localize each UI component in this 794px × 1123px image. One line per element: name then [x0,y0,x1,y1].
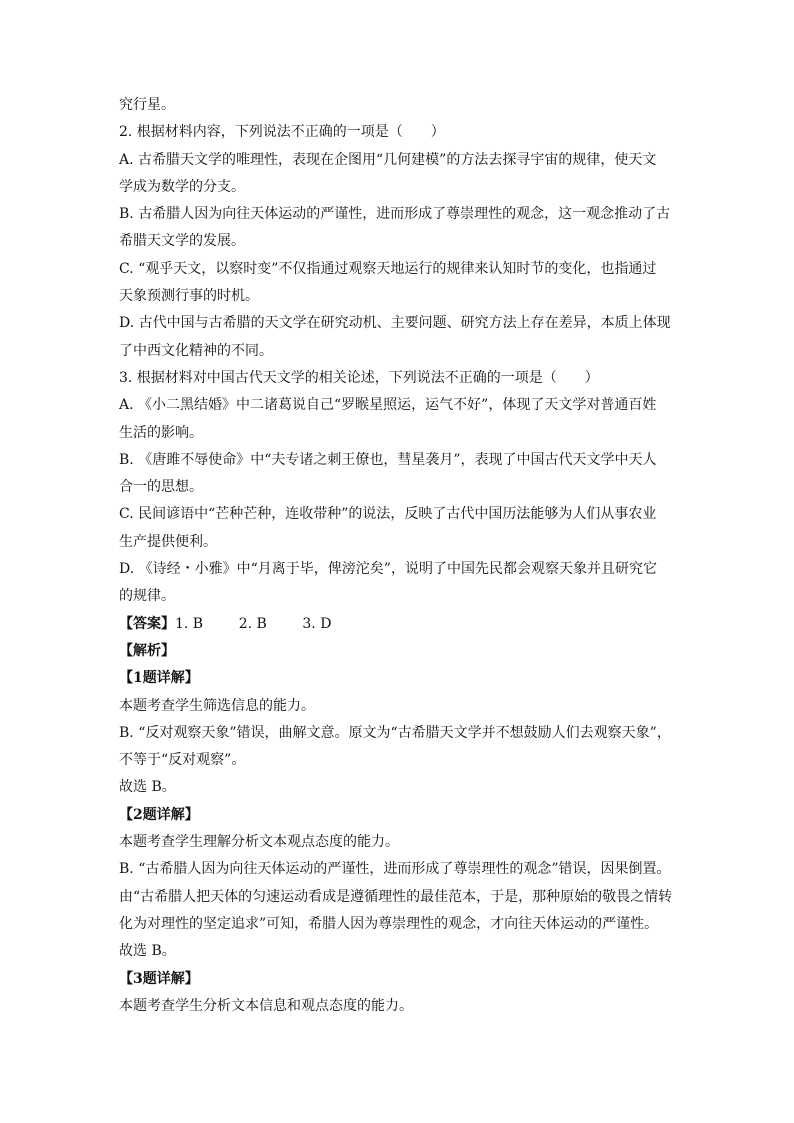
q1-line-2: B. “反对观察天象”错误，曲解文意。原文为“古希腊天文学并不想鼓励人们去观察天象”， [119,724,671,741]
q3-option-d-line-1: D. 《诗经・小雅》中“月离于毕，俾滂沱矣”，说明了中国先民都会观察天象并且研究它 [119,561,657,578]
q3-option-a-line-2: 生活的影响。 [119,424,203,441]
q2-line-1: 本题考查学生理解分析文本观点态度的能力。 [119,834,399,851]
option-b-line-2: 希腊天文学的发展。 [119,233,245,250]
option-a-line-2: 学成为数学的分支。 [119,178,245,195]
q2-line-2: B. “古希腊人因为向往天体运动的严谨性，进而形成了尊崇理性的观念”错误，因果倒置。 [119,861,671,878]
q3-option-d-line-2: 的规律。 [119,588,175,605]
answer-line [119,611,689,638]
q3-heading: 【3题详解】 [119,970,199,987]
q1-line-1: 本题考查学生筛选信息的能力。 [119,697,315,714]
option-b-line-1: B. 古希腊人因为向往天体运动的严谨性，进而形成了尊崇理性的观念，这一观念推动了古 [119,206,671,223]
option-c-line-1: C. “观乎天文，以察时变”不仅指通过观察天地运行的规律来认知时节的变化，也指通过 [119,260,657,277]
question-2-stem: 2. 根据材料内容，下列说法不正确的一项是（ ） [119,124,445,141]
option-d-line-2: 了中西文化精神的不同。 [119,342,273,359]
answer-values: 1. B 2. B 3. D [175,615,332,632]
question-3-stem: 3. 根据材料对中国古代天文学的相关论述，下列说法不正确的一项是（ ） [119,369,599,386]
option-d-line-1: D. 古代中国与古希腊的天文学在研究动机、主要问题、研究方法上存在差异，本质上体现 [119,315,671,332]
answer-label: 【答案】 [119,615,175,632]
q2-heading: 【2题详解】 [119,806,199,823]
q3-line-1: 本题考查学生分析文本信息和观点态度的能力。 [119,997,413,1014]
option-a-line-1: A. 古希腊天文学的唯理性，表现在企图用“几何建模”的方法去探寻宇宙的规律，使天文 [119,151,657,168]
q3-option-b-line-1: B. 《唐雎不辱使命》中“夫专诸之刺王僚也，彗星袭月”，表现了中国古代天文学中天人 [119,451,657,468]
text-line: 究行星。 [119,97,175,113]
q3-option-c-line-1: C. 民间谚语中“芒种芒种，连收带种”的说法，反映了古代中国历法能够为人们从事农业 [119,506,657,523]
q3-option-c-line-2: 生产提供便利。 [119,533,217,550]
q2-line-4: 化为对理性的坚定追求”可知，希腊人因为尊崇理性的观念，才向往天体运动的严谨性。 [119,915,659,932]
document-page [119,92,689,1020]
q1-line-4: 故选 B。 [119,779,176,796]
q1-line-3: 不等于“反对观察”。 [119,752,246,769]
q3-option-a-line-1: A. 《小二黑结婚》中二诸葛说自己“罗睺星照运，运气不好”，体现了天文学对普通百姓 [119,397,657,414]
analysis-heading: 【解析】 [119,642,175,659]
q3-option-b-line-2: 合一的思想。 [119,479,203,496]
q2-line-3: 由“古希腊人把天体的匀速运动看成是遵循理性的最佳范本，于是，那种原始的敬畏之情转 [119,888,673,905]
option-c-line-2: 天象预测行事的时机。 [119,288,259,305]
q1-heading: 【1题详解】 [119,670,199,687]
q2-line-5: 故选 B。 [119,943,176,960]
